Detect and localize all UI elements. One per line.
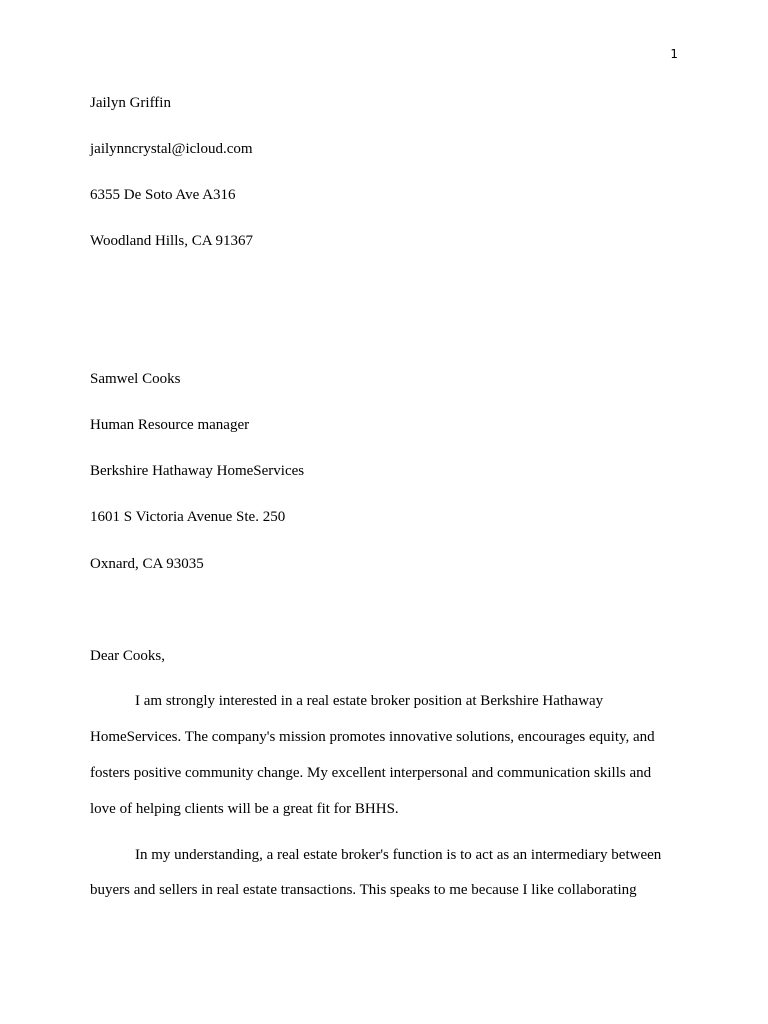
recipient-company: Berkshire Hathaway HomeServices (90, 463, 305, 479)
sender-city-state-zip: Woodland Hills, CA 91367 (90, 233, 253, 249)
sender-street: 6355 De Soto Ave A316 (90, 187, 236, 203)
sender-email: jailynncrystal@icloud.com (90, 141, 253, 157)
page-number: 1 (670, 47, 678, 61)
paragraph-2-line-1: In my understanding, a real estate broker's function is to act as an intermediary between (135, 847, 662, 863)
paragraph-1-line-3: fosters positive community change. My excellent interpersonal and communication skills and (90, 765, 652, 781)
recipient-city-state-zip: Oxnard, CA 93035 (90, 556, 204, 572)
paragraph-1-line-1: I am strongly interested in a real estate broker position at Berkshire Hathaway (135, 693, 604, 709)
paragraph-2-line-2: buyers and sellers in real estate transactions. This speaks to me because I like collaborating (90, 882, 637, 898)
recipient-street: 1601 S Victoria Avenue Ste. 250 (90, 509, 286, 525)
recipient-title: Human Resource manager (90, 417, 250, 433)
recipient-name: Samwel Cooks (90, 371, 181, 387)
salutation: Dear Cooks, (90, 648, 165, 664)
paragraph-1-line-2: HomeServices. The company's mission promotes innovative solutions, encourages equity, and (90, 729, 655, 745)
paragraph-1-line-4: love of helping clients will be a great fit for BHHS. (90, 801, 399, 817)
sender-name: Jailyn Griffin (90, 95, 171, 111)
